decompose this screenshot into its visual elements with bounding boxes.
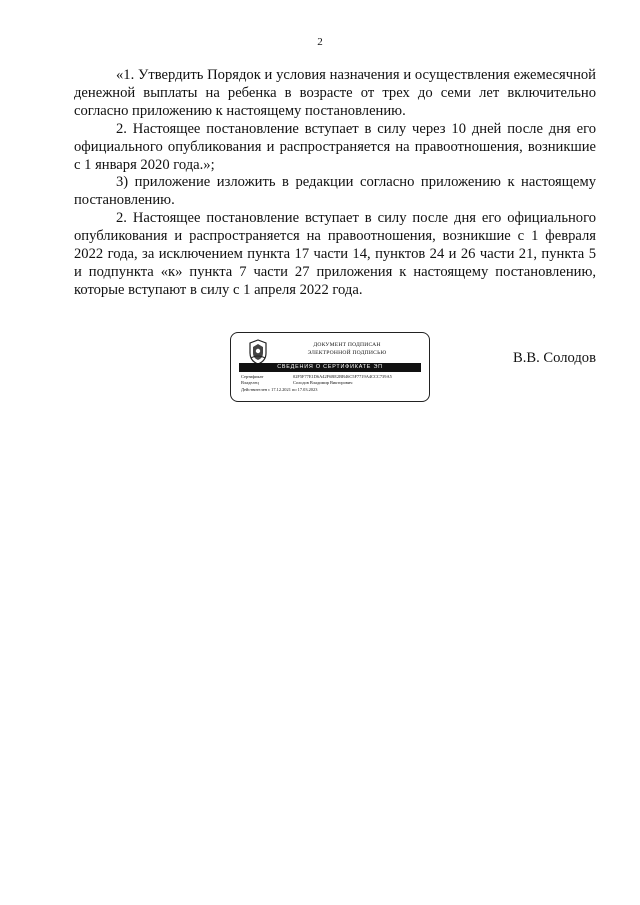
stamp-row-label: Владелец [241,380,259,386]
paragraph: 3) приложение изложить в редакции согласно приложению к настоящему постановлению. [74,174,596,209]
page-number: 2 [317,36,323,48]
stamp-row-value: 02F5F77E1D6A42F6BE2BB46C5F7719A4CCC739A5 [293,374,392,379]
signer-name: В.В. Солодов [512,350,596,366]
stamp-row-label: Сертификат [241,374,264,379]
stamp-row [241,387,423,393]
electronic-signature-stamp [230,332,430,402]
stamp-heading-line: ДОКУМЕНТ ПОДПИСАН [313,342,381,348]
paragraph: 2. Настоящее постановление вступает в силу через 10 дней после дня его официального опубликования и распространяется на правоотношения, возникшие с 1 января 2020 года.»; [74,120,596,173]
stamp-row-label: Действителен с 17.12.2021 по 17.03.2023 [241,386,318,392]
stamp-row-value: Солодов Владимир Викторович [293,380,353,386]
paragraph: 2. Настоящее постановление вступает в силу после дня его официального опубликования и распространяется на правоотношения, возникшие с 1 февраля 2022 года, за исключением пункта 17 части 14, пунктов 24 и 26 части 21, пункта 5 и подпункта «к» пункта 7 части 27 приложения к настоящему постановлению, которые вступают в силу с 1 апреля 2022 года. [74,210,596,298]
stamp-details [241,374,423,393]
paragraph: «1. Утвердить Порядок и условия назначения и осуществления ежемесячной денежной выплаты на ребенка в возрасте от трех до семи лет включительно согласно приложению к настоящему постановлению. [74,67,596,119]
stamp-row-value [317,387,423,393]
stamp-certificate-bar: СВЕДЕНИЯ О СЕРТИФИКАТЕ ЭП [239,363,421,372]
document-body [74,67,596,300]
stamp-heading-line: ЭЛЕКТРОННОЙ ПОДПИСЬЮ [307,350,387,356]
coat-of-arms-icon [247,339,269,365]
stamp-heading [275,341,419,357]
